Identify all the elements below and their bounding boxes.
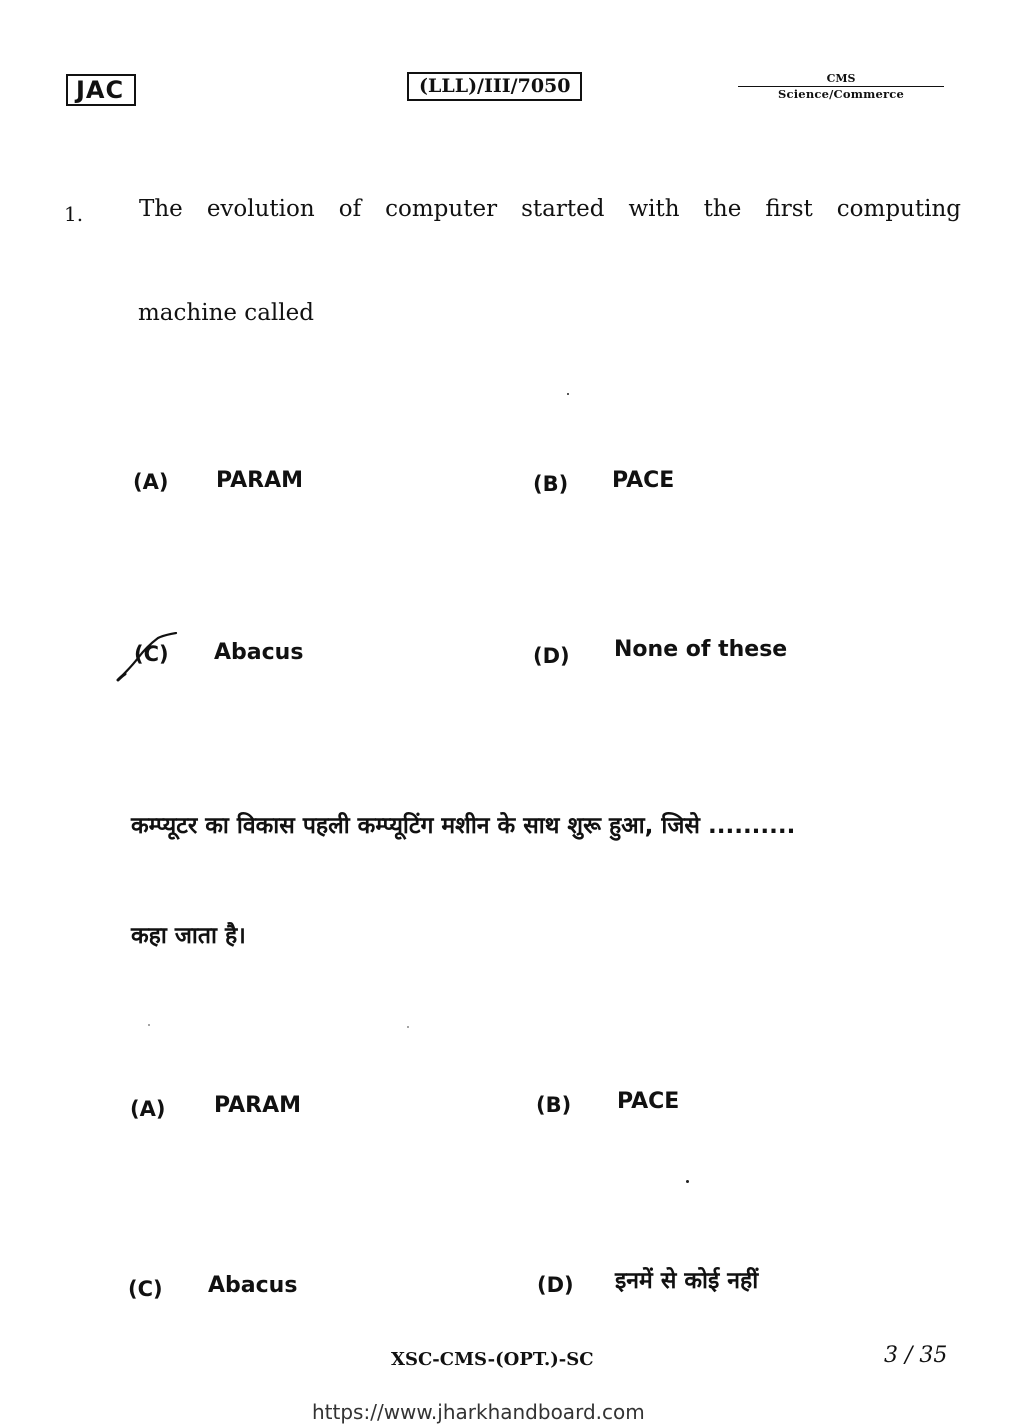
question-hindi-line-1: कम्प्यूटर का विकास पहली कम्प्यूटिंग मशीन के साथ शुरू हुआ, जिसे ..........	[131, 813, 796, 839]
question-text-line-1: The evolution of computer started with the first computing	[139, 196, 961, 222]
option-a-label: (A)	[133, 470, 169, 494]
option-c-text: Abacus	[214, 640, 304, 665]
option-d-text: None of these	[614, 637, 788, 662]
hindi-option-d-label: (D)	[537, 1273, 574, 1297]
hindi-option-b-label: (B)	[536, 1093, 572, 1117]
option-a-text: PARAM	[216, 468, 303, 493]
board-label: JAC	[66, 74, 136, 106]
option-c-label: (C)	[134, 642, 169, 666]
question-hindi-line-2: कहा जाता है।	[131, 923, 246, 949]
scan-speck	[686, 1180, 689, 1183]
option-d-label: (D)	[533, 644, 570, 668]
hindi-option-a-label: (A)	[130, 1097, 166, 1121]
option-b-text: PACE	[612, 468, 675, 493]
scan-speck	[567, 393, 569, 395]
subject-block	[738, 72, 944, 102]
subject-stream: Science/Commerce	[778, 87, 904, 101]
page-number: 3 / 35	[884, 1343, 948, 1368]
scan-speck	[148, 1024, 150, 1026]
question-text-line-2: machine called	[138, 300, 314, 326]
hindi-option-c-label: (C)	[128, 1277, 163, 1301]
answer-tick-mark	[112, 632, 182, 684]
footer-url: https://www.jharkhandboard.com	[312, 1400, 645, 1424]
subject-code: CMS	[738, 72, 944, 87]
hindi-option-c-text: Abacus	[208, 1273, 298, 1298]
footer-paper-code: XSC-CMS-(OPT.)-SC	[391, 1349, 594, 1370]
hindi-option-a-text: PARAM	[214, 1093, 301, 1118]
scan-speck	[407, 1026, 409, 1028]
paper-code: (LLL)/III/7050	[407, 72, 582, 101]
question-number: 1.	[64, 202, 84, 226]
hindi-option-d-text: इनमें से कोई नहीं	[615, 1268, 759, 1294]
hindi-option-b-text: PACE	[617, 1089, 680, 1114]
option-b-label: (B)	[533, 472, 569, 496]
